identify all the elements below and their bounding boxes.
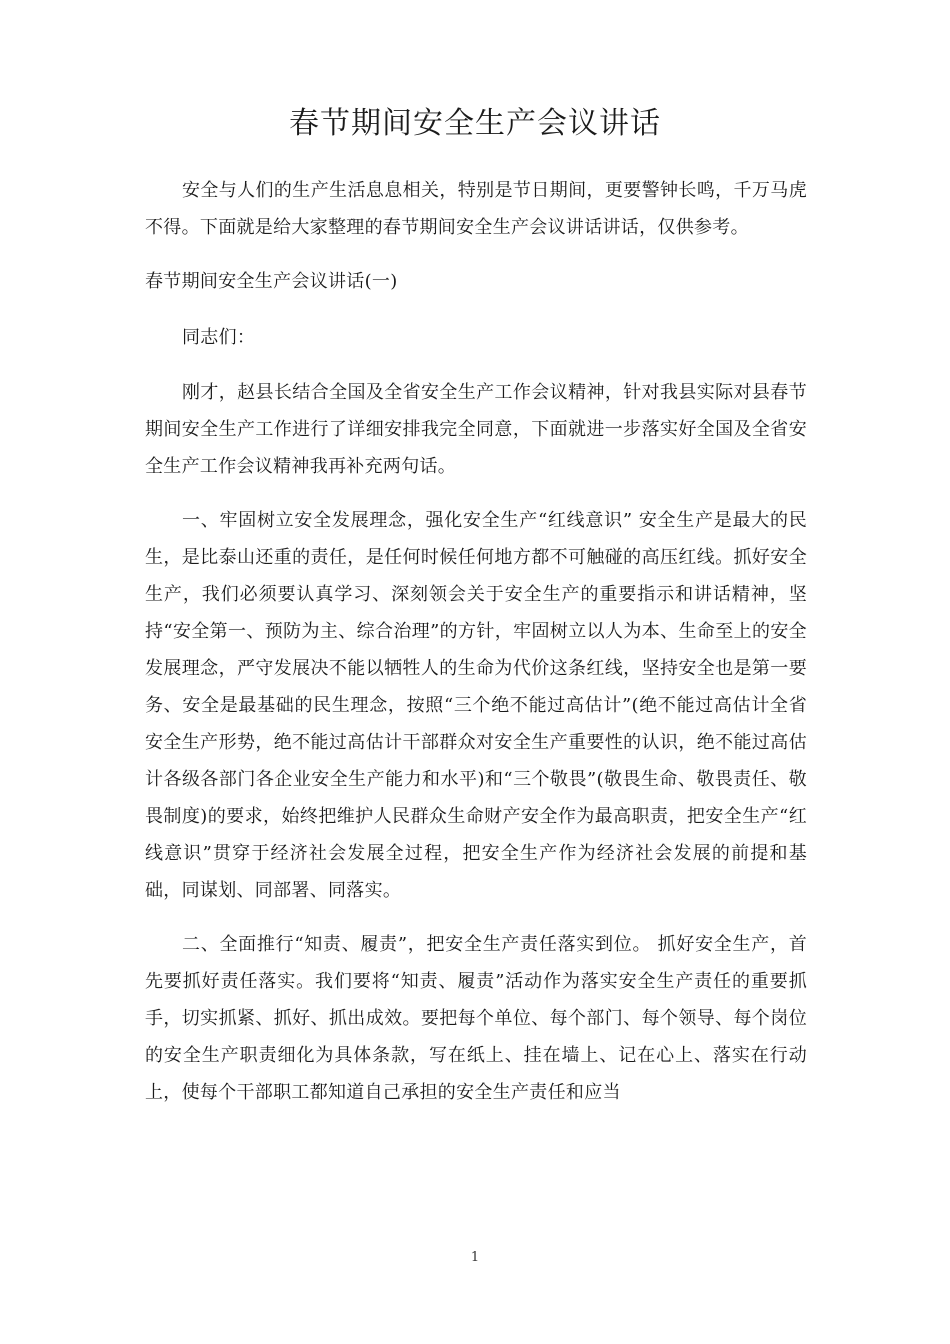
page-number: 1: [470, 1250, 480, 1265]
document-body: [145, 172, 807, 1128]
intro-paragraph: 安全与人们的生产生活息息相关，特别是节日期间，更要警钟长鸣，千万马虎不得。下面就是给大家整理的春节期间安全生产会议讲话讲话，仅供参考。: [145, 180, 807, 238]
section-subheading: 春节期间安全生产会议讲话(一): [145, 271, 398, 292]
body-paragraph: 刚才，赵县长结合全国及全省安全生产工作会议精神，针对我县实际对县春节期间安全生产工作进行了详细安排我完全同意，下面就进一步落实好全国及全省安全生产工作会议精神我再补充两句话。: [145, 382, 807, 477]
greeting-paragraph: 同志们：: [182, 327, 256, 348]
body-paragraph: 二、全面推行“知责、履责”，把安全生产责任落实到位。 抓好安全生产，首先要抓好责任落实。我们要将“知责、履责”活动作为落实安全生产责任的重要抓手，切实抓紧、抓好、抓出成效。要把每个单位、每个部门、每个领导、每个岗位的安全生产职责细化为具体条款，写在纸上、挂在墙上、记在心上、落实在行动上，使每个干部职工都知道自己承担的安全生产责任和应当: [145, 934, 807, 1103]
body-paragraph: 一、牢固树立安全发展理念，强化安全生产“红线意识” 安全生产是最大的民生，是比泰山还重的责任，是任何时候任何地方都不可触碰的高压红线。抓好安全生产，我们必须要认真学习、深刻领会关于安全生产的重要指示和讲话精神，坚持“安全第一、预防为主、综合治理”的方针，牢固树立以人为本、生命至上的安全发展理念，严守发展决不能以牺牲人的生命为代价这条红线，坚持安全也是第一要务、安全是最基础的民生理念，按照“三个绝不能过高估计”(绝不能过高估计全省安全生产形势，绝不能过高估计干部群众对安全生产重要性的认识，绝不能过高估计各级各部门各企业安全生产能力和水平)和“三个敬畏”(敬畏生命、敬畏责任、敬畏制度)的要求，始终把维护人民群众生命财产安全作为最高职责，把安全生产“红线意识”贯穿于经济社会发展全过程，把安全生产作为经济社会发展的前提和基础，同谋划、同部署、同落实。: [145, 510, 807, 901]
document-title: 春节期间安全生产会议讲话: [289, 106, 661, 141]
